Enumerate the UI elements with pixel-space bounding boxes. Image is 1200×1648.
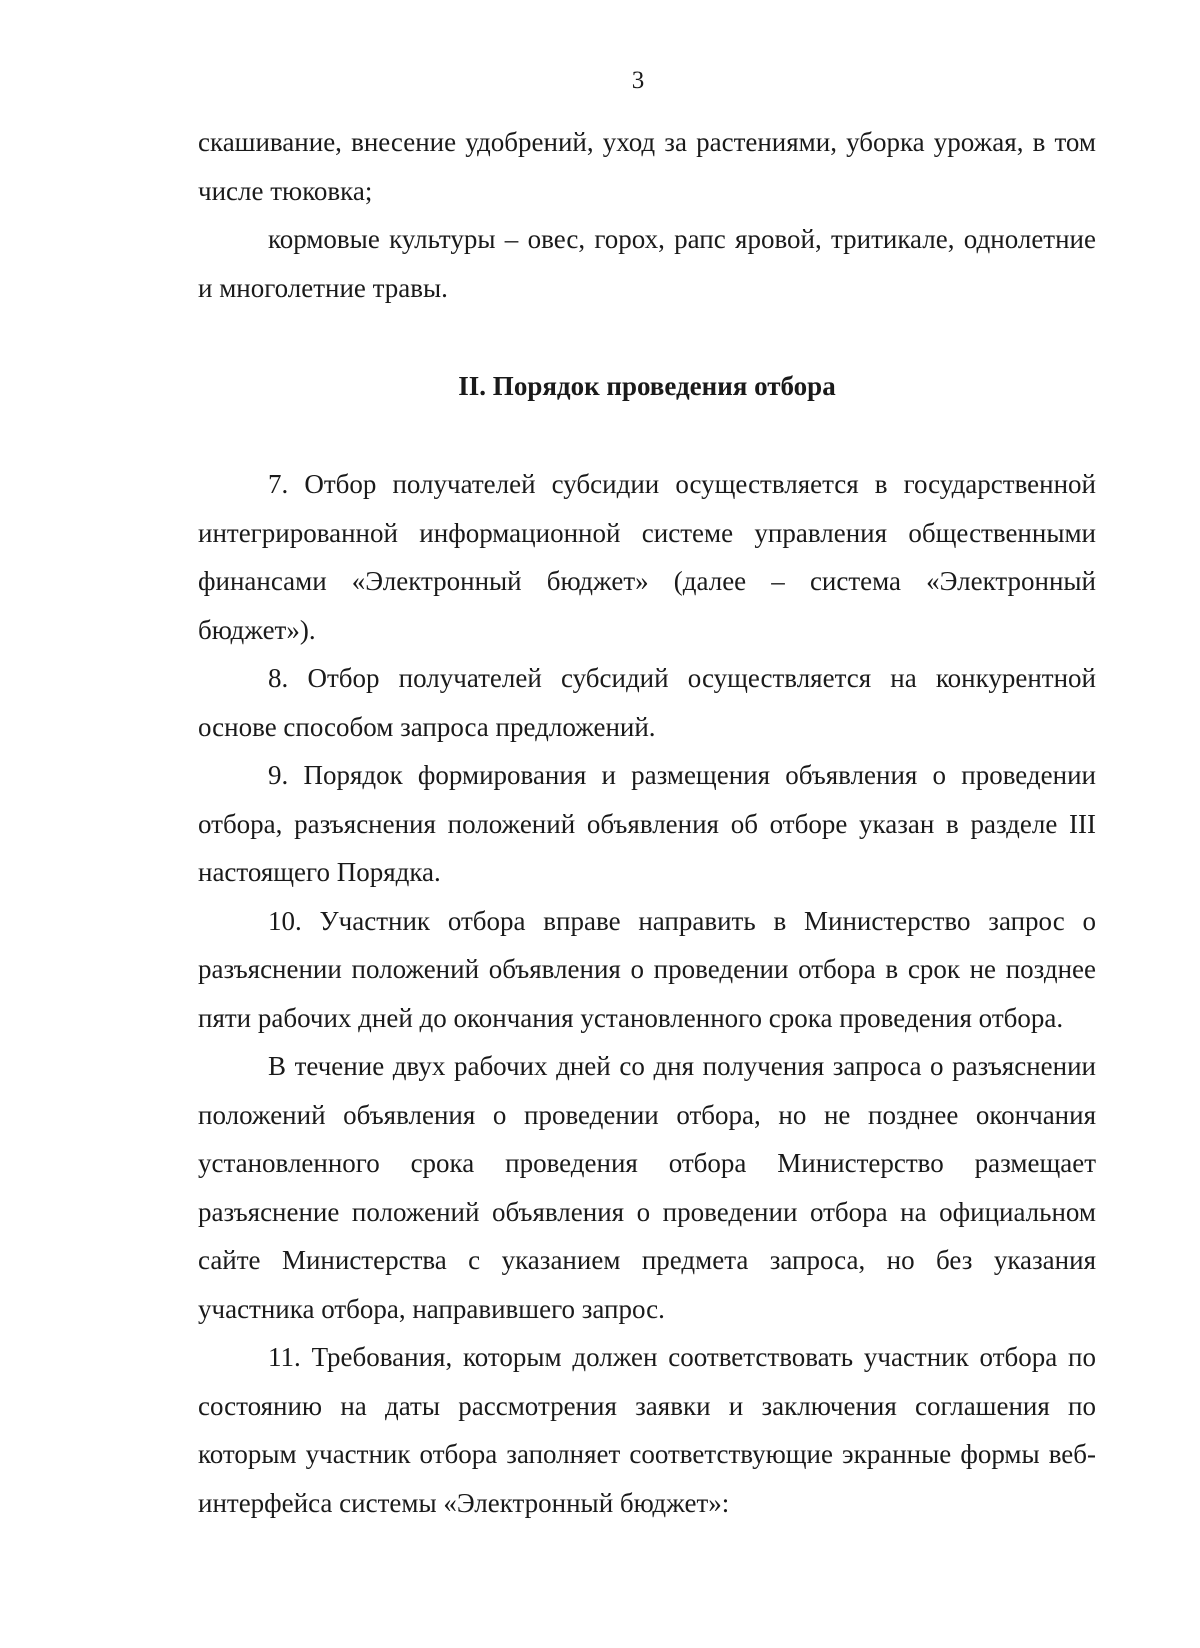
paragraph-item-10-clarification: В течение двух рабочих дней со дня получения запроса о разъяснении положений объявления о проведении отбора, но не позднее окончания установленного срока проведения отбора Министерство размещает разъяснение положений объявления о проведении отбора на официальном сайте Министерства с указанием предмета запроса, но без указания участника отбора, направившего запрос.: [198, 1051, 1096, 1324]
paragraph-item-10: 10. Участник отбора вправе направить в Министерство запрос о разъяснении положений объявления о проведении отбора в срок не позднее пяти рабочих дней до окончания установленного срока проведения отбора.: [198, 905, 1096, 1033]
section-heading: II. Порядок проведения отбора: [458, 371, 836, 401]
paragraph-feed-crops: кормовые культуры – овес, горох, рапс яровой, тритикале, однолетние и многолетние травы.: [198, 224, 1096, 303]
document-body: [198, 118, 1096, 1527]
paragraph-item-9: 9. Порядок формирования и размещения объявления о проведении отбора, разъяснения положений объявления об отборе указан в разделе III настоящего Порядка.: [198, 760, 1096, 887]
paragraph-item-11: 11. Требования, которым должен соответствовать участник отбора по состоянию на даты рассмотрения заявки и заключения соглашения по которым участник отбора заполняет соответствующие экранные формы веб-интерфейса системы «Электронный бюджет»:: [198, 1342, 1096, 1518]
paragraph-item-7: 7. Отбор получателей субсидии осуществляется в государственной интегрированной информационной системе управления общественными финансами «Электронный бюджет» (далее – система «Электронный бюджет»).: [198, 469, 1096, 645]
paragraph-continuation: скашивание, внесение удобрений, уход за растениями, уборка урожая, в том числе тюковка;: [198, 127, 1096, 206]
paragraph-item-8: 8. Отбор получателей субсидий осуществляется на конкурентной основе способом запроса предложений.: [198, 663, 1096, 742]
page-number: 3: [631, 67, 645, 94]
